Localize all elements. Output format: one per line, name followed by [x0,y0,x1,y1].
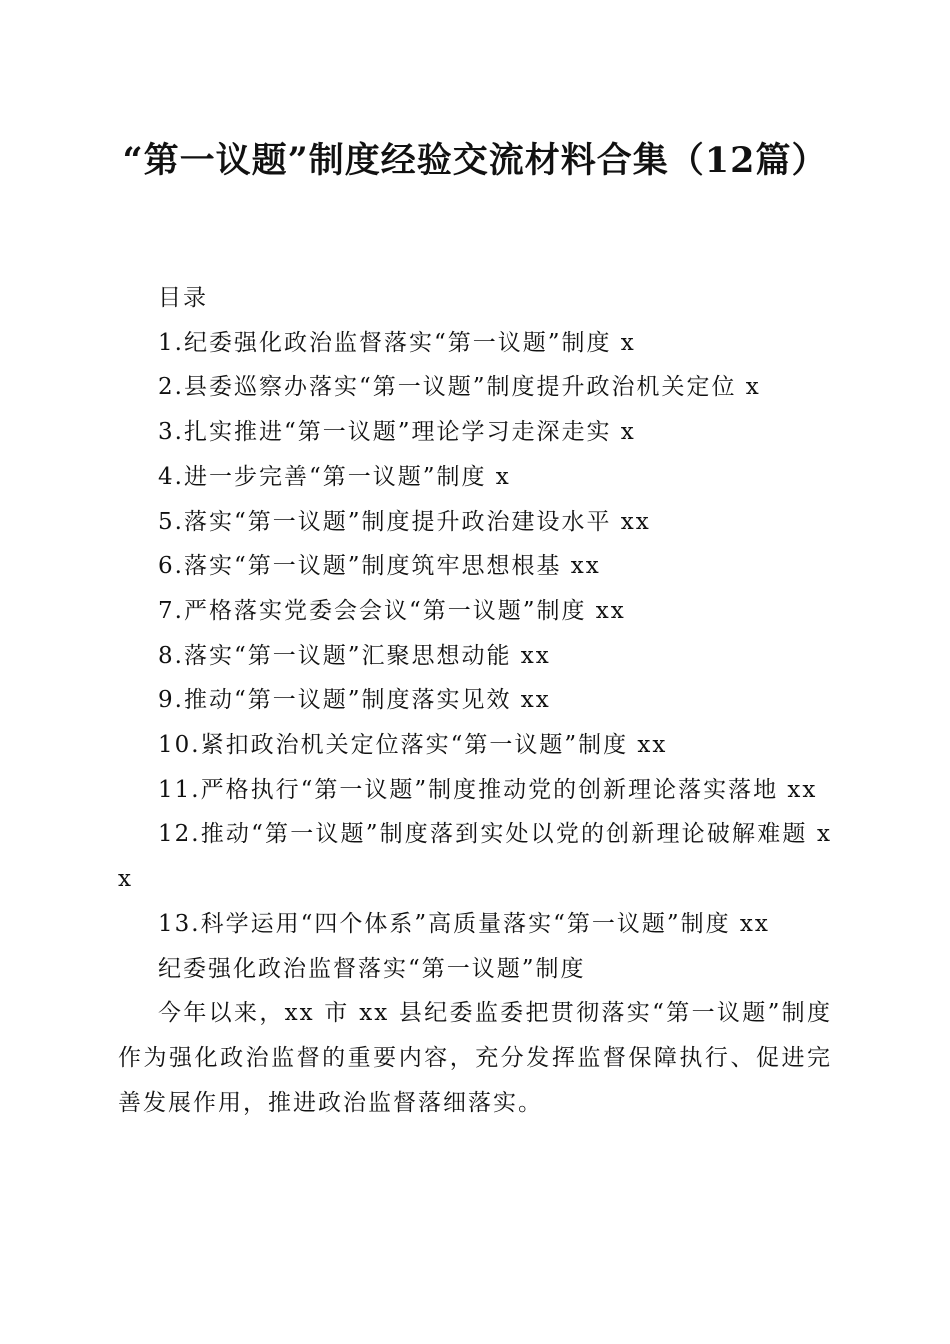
toc-item: 10.紧扣政治机关定位落实“第一议题”制度 xx [158,732,668,759]
toc-item: 2.县委巡察办落实“第一议题”制度提升政治机关定位 x [158,374,761,401]
toc-item: 7.严格落实党委会会议“第一议题”制度 xx [158,597,626,624]
toc-item: 12.推动“第一议题”制度落到实处以党的创新理论破解难题 xx [118,821,832,893]
toc-item: 3.扎实推进“第一议题”理论学习走深走实 x [158,419,636,446]
document-title: “第一议题”制度经验交流材料合集（12篇） [122,140,828,181]
toc-item: 6.落实“第一议题”制度筑牢思想根基 xx [158,553,601,580]
toc-item: 1.纪委强化政治监督落实“第一议题”制度 x [158,329,636,356]
toc-item: 8.落实“第一议题”汇聚思想动能 xx [158,642,551,669]
toc-item: 9.推动“第一议题”制度落实见效 xx [158,687,551,714]
section-heading: 纪委强化政治监督落实“第一议题”制度 [158,955,586,982]
toc-item: 5.落实“第一议题”制度提升政治建设水平 xx [158,508,651,535]
body-paragraph: 今年以来，xx 市 xx 县纪委监委把贯彻落实“第一议题”制度作为强化政治监督的重要内容，充分发挥监督保障执行、促进完善发展作用，推进政治监督落细落实。 [118,1000,832,1116]
toc-heading: 目录 [158,285,208,311]
document-body [118,276,832,1125]
toc-item: 4.进一步完善“第一议题”制度 x [158,463,511,490]
toc-item: 11.严格执行“第一议题”制度推动党的创新理论落实落地 xx [158,776,818,803]
toc-item: 13.科学运用“四个体系”高质量落实“第一议题”制度 xx [158,910,770,937]
